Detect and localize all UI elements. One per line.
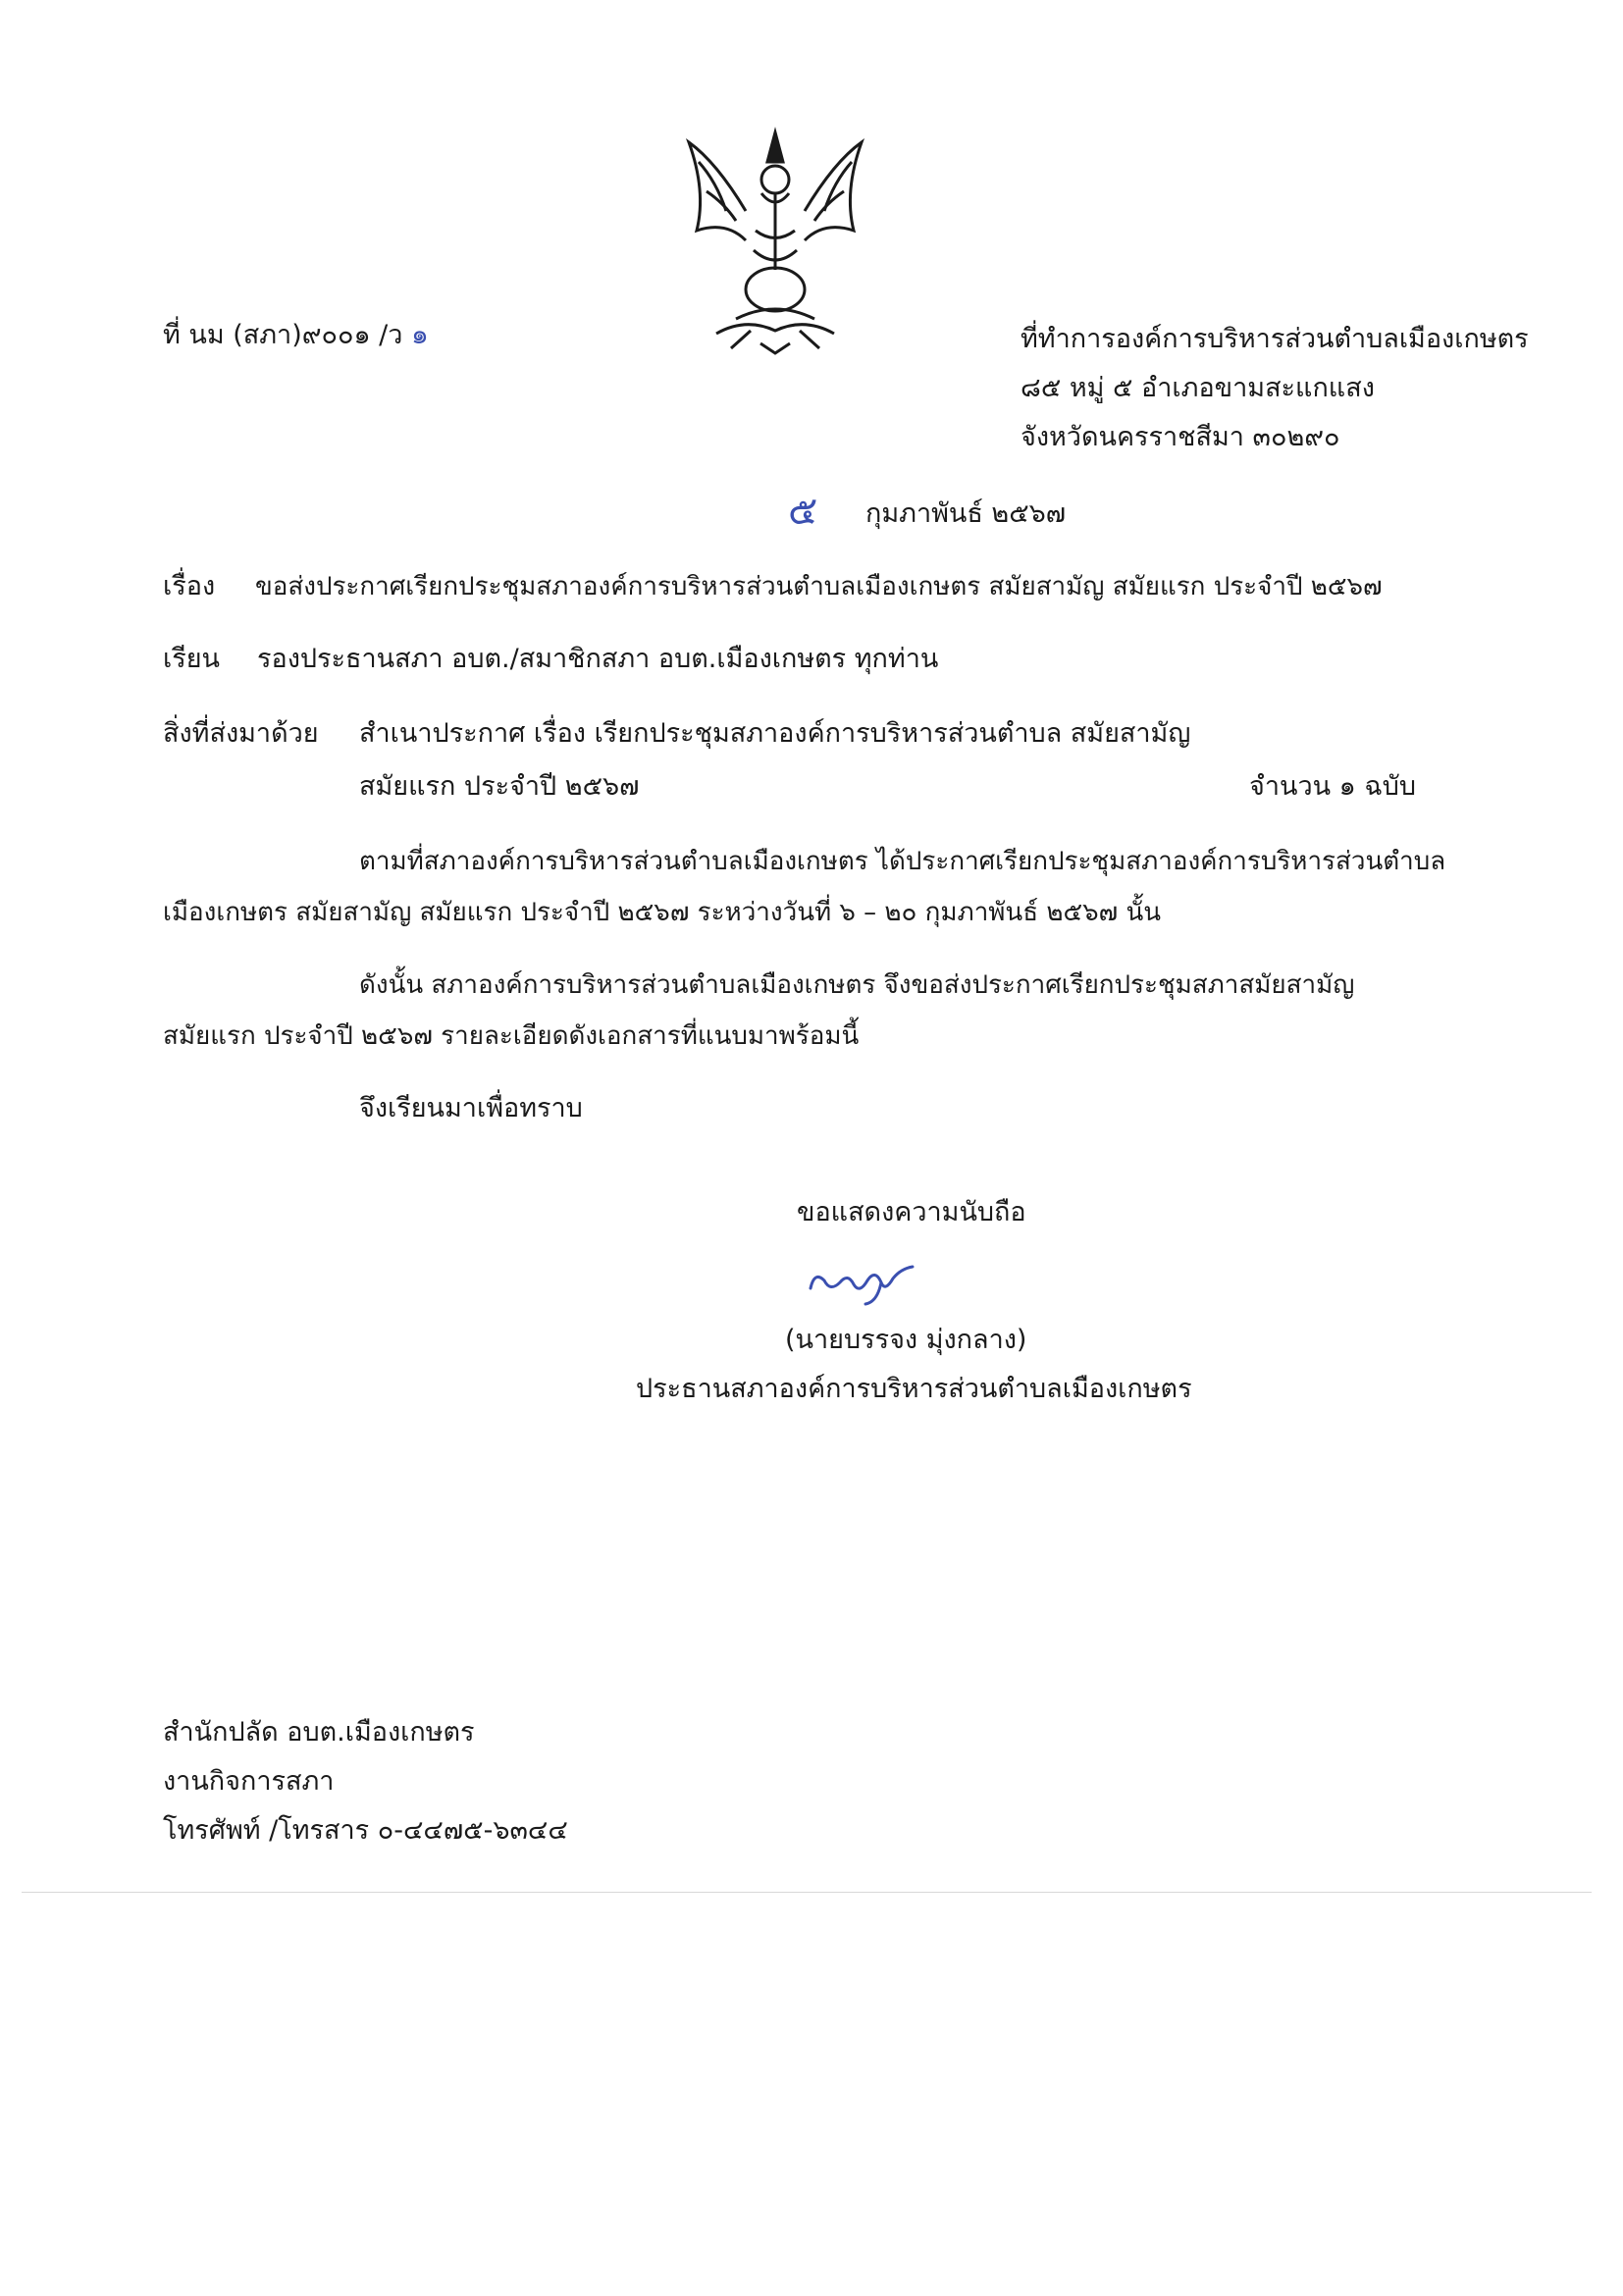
enclosure-line2: สมัยแรก ประจำปี ๒๕๖๗	[359, 771, 640, 802]
signer-name: (นายบรรจง มุ่งกลาง)	[785, 1325, 1027, 1355]
footer-phone: โทรศัพท์ /โทรสาร ๐-๔๔๗๕-๖๓๔๔	[163, 1815, 568, 1846]
letter-date: กุมภาพันธ์ ๒๕๖๗	[865, 498, 1067, 529]
signer-title: ประธานสภาองค์การบริหารส่วนตำบลเมืองเกษตร	[636, 1374, 1192, 1404]
subject-text: ขอส่งประกาศเรียกประชุมสภาองค์การบริหารส่วนตำบลเมืองเกษตร สมัยสามัญ สมัยแรก ประจำปี ๒๕๖๗	[255, 572, 1383, 601]
body-paragraph3: จึงเรียนมาเพื่อทราบ	[359, 1093, 583, 1123]
body-paragraph1-line1: ตามที่สภาองค์การบริหารส่วนตำบลเมืองเกษตร ได้ประกาศเรียกประชุมสภาองค์การบริหารส่วนตำบล	[359, 847, 1446, 876]
subject-label: เรื่อง	[163, 571, 216, 601]
enclosure-label: สิ่งที่ส่งมาด้วย	[163, 718, 319, 749]
footer-department: สำนักปลัด อบต.เมืองเกษตร	[163, 1717, 475, 1748]
footer-section: งานกิจการสภา	[163, 1766, 335, 1797]
enclosure-count: จำนวน ๑ ฉบับ	[1249, 771, 1417, 802]
office-address-line3: จังหวัดนครราชสีมา ๓๐๒๙๐	[1021, 422, 1340, 452]
enclosure-line1: สำเนาประกาศ เรื่อง เรียกประชุมสภาองค์การบริหารส่วนตำบล สมัยสามัญ	[359, 718, 1191, 749]
salutation-text: รองประธานสภา อบต./สมาชิกสภา อบต.เมืองเกษตร ทุกท่าน	[257, 644, 939, 674]
office-address-line1: ที่ทำการองค์การบริหารส่วนตำบลเมืองเกษตร	[1021, 324, 1529, 354]
body-paragraph2-line1: ดังนั้น สภาองค์การบริหารส่วนตำบลเมืองเกษตร จึงขอส่งประกาศเรียกประชุมสภาสมัยสามัญ	[359, 970, 1355, 1000]
handwritten-number: ๑	[411, 318, 429, 350]
garuda-emblem-icon	[677, 123, 873, 358]
closing-phrase: ขอแสดงความนับถือ	[797, 1197, 1026, 1227]
handwritten-date-day: ๕	[788, 489, 818, 534]
office-address-line2: ๘๕ หมู่ ๕ อำเภอขามสะแกแสง	[1021, 373, 1375, 403]
reference-number	[163, 317, 429, 353]
salutation-label: เรียน	[163, 644, 221, 674]
body-paragraph1-line2: เมืองเกษตร สมัยสามัญ สมัยแรก ประจำปี ๒๕๖๗ ระหว่างวันที่ ๖ – ๒๐ กุมภาพันธ์ ๒๕๖๗ นั้น	[163, 898, 1162, 927]
signature-icon	[803, 1259, 920, 1308]
page-divider	[22, 1892, 1592, 1893]
reference-label: ที่ นม (สภา)๙๐๐๑ /ว	[163, 320, 403, 350]
body-paragraph2-line2: สมัยแรก ประจำปี ๒๕๖๗ รายละเอียดดังเอกสารที่แนบมาพร้อมนี้	[163, 1021, 860, 1051]
